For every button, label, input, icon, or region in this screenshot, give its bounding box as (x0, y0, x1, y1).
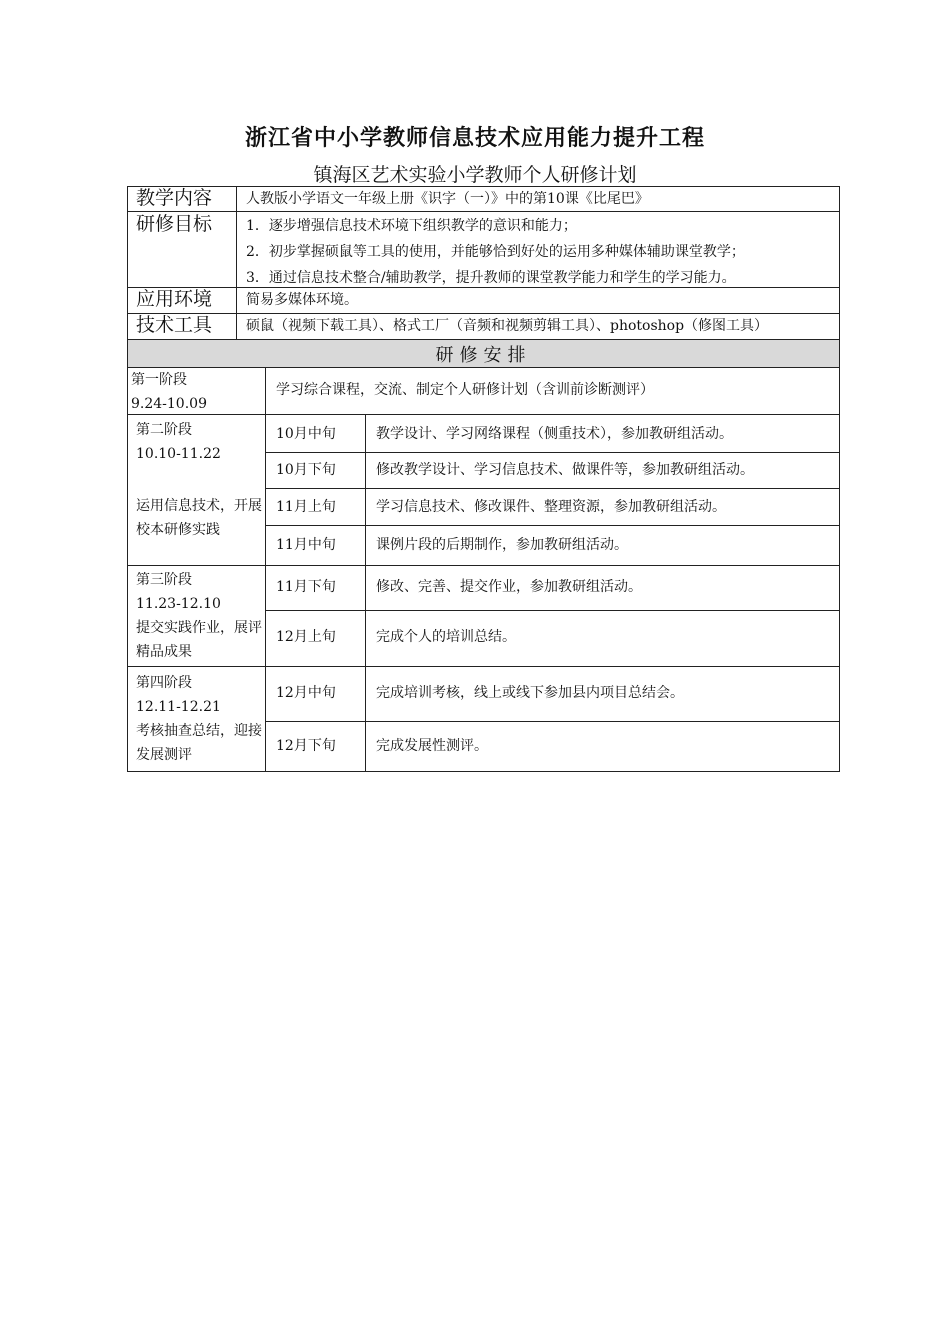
schedule-time: 11月上旬 (276, 499, 336, 515)
stage-name: 第三阶段 (136, 572, 192, 588)
schedule-time: 11月中旬 (276, 537, 336, 553)
tools-label: 技术工具 (136, 314, 213, 336)
stage-name: 第一阶段 (131, 372, 187, 388)
schedule-time: 12月上旬 (276, 629, 336, 645)
goal-item: 3．通过信息技术整合/辅助教学，提升教师的课堂教学能力和学生的学习能力。 (246, 270, 736, 286)
schedule-task: 学习信息技术、修改课件、整理资源，参加教研组活动。 (376, 499, 726, 515)
stage1-desc: 学习综合课程，交流、制定个人研修计划（含训前诊断测评） (276, 382, 654, 398)
env-label: 应用环境 (136, 288, 213, 310)
tools-value: 硕鼠（视频下载工具）、格式工厂（音频和视频剪辑工具）、photoshop（修图工具） (246, 318, 769, 334)
schedule-time: 10月中旬 (276, 426, 336, 442)
document-subtitle: 镇海区艺术实验小学教师个人研修计划 (313, 164, 637, 186)
goal-item: 1．逐步增强信息技术环境下组织教学的意识和能力； (246, 218, 577, 234)
content-value: 人教版小学语文一年级上册《识字（一）》中的第10课《比尾巴》 (246, 191, 649, 207)
document-title: 浙江省中小学教师信息技术应用能力提升工程 (244, 125, 705, 151)
stage-name: 第二阶段 (136, 422, 192, 438)
stage3-label (136, 568, 262, 664)
content-label: 教学内容 (136, 187, 213, 209)
stage-dates: 12.11-12.21 (136, 699, 221, 715)
stage-dates: 10.10-11.22 (136, 446, 221, 462)
goal-item: 2．初步掌握硕鼠等工具的使用，并能够恰到好处的运用多种媒体辅助课堂教学； (246, 244, 745, 260)
schedule-time: 12月下旬 (276, 738, 336, 754)
goal-list (246, 213, 836, 291)
stage-note: 考核抽查总结，迎接发展测评 (136, 723, 262, 763)
stage-dates: 9.24-10.09 (131, 396, 207, 412)
stage-name: 第四阶段 (136, 675, 192, 691)
schedule-task: 修改教学设计、学习信息技术、做课件等，参加教研组活动。 (376, 462, 754, 478)
schedule-task: 教学设计、学习网络课程（侧重技术），参加教研组活动。 (376, 426, 733, 442)
goal-label: 研修目标 (136, 213, 213, 235)
schedule-task: 课例片段的后期制作，参加教研组活动。 (376, 537, 628, 553)
stage-note: 提交实践作业，展评精品成果 (136, 620, 262, 660)
schedule-task: 修改、完善、提交作业，参加教研组活动。 (376, 579, 642, 595)
stage2-label (136, 418, 262, 542)
schedule-header: 研修安排 (435, 345, 532, 366)
schedule-time: 12月中旬 (276, 685, 336, 701)
schedule-time: 10月下旬 (276, 462, 336, 478)
stage4-label (136, 671, 262, 767)
schedule-task: 完成发展性测评。 (376, 738, 488, 754)
stage-dates: 11.23-12.10 (136, 596, 221, 612)
stage-note: 运用信息技术，开展校本研修实践 (136, 498, 262, 538)
schedule-task: 完成个人的培训总结。 (376, 629, 516, 645)
env-value: 简易多媒体环境。 (246, 292, 358, 308)
stage1-label (131, 368, 207, 416)
schedule-task: 完成培训考核，线上或线下参加县内项目总结会。 (376, 685, 684, 701)
schedule-time: 11月下旬 (276, 579, 336, 595)
